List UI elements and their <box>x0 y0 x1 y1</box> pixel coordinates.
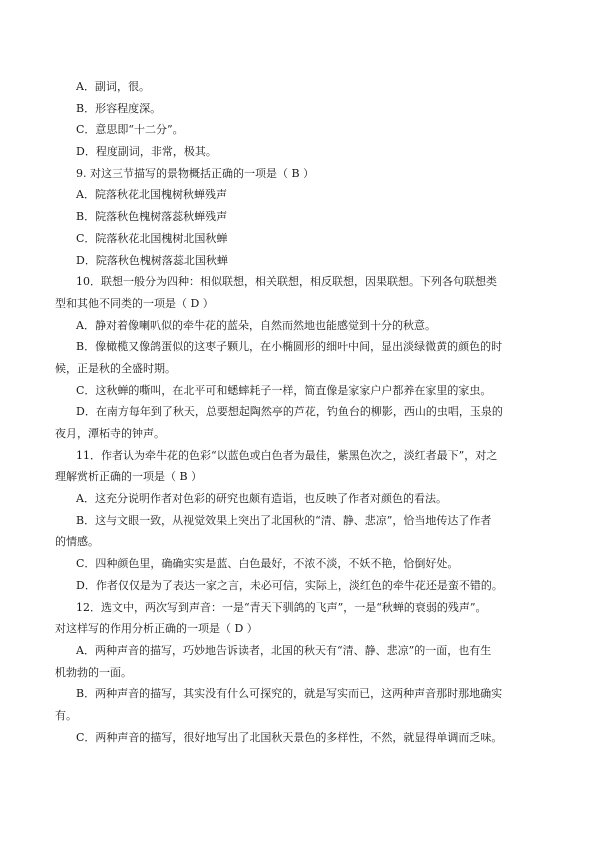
text-line: 有。 <box>55 708 77 722</box>
text-line: B．两种声音的描写，其实没有什么可探究的，就是写实而已，这两种声音那时那地确实 <box>76 687 503 701</box>
text-line: 12．选文中，两次写到声音：一是“青天下驯鸽的飞声”，一是“秋蝉的衰弱的残声”。 <box>76 600 487 614</box>
text-line: D．程度副词，非常，极其。 <box>76 145 217 159</box>
text-line: B．像橄榄又像鸽蛋似的这枣子颗儿，在小椭圆形的细叶中间，显出淡绿微黄的颜色的时 <box>76 340 503 354</box>
text-line: C．意思即“十二分”。 <box>76 123 184 137</box>
text-line: A．两种声音的描写，巧妙地告诉读者，北国的秋天有“清、静、悲凉”的一面，也有生 <box>76 643 492 657</box>
text-line: 9. 对这三节描写的景物概括正确的一项是（ B ） <box>76 166 315 180</box>
text-line: 型和其他不同类的一项是（ D ） <box>55 296 214 310</box>
text-line: 11．作者认为牵牛花的色彩“以蓝色或白色者为最佳，紫黑色次之，淡红者最下”，对之 <box>76 448 498 462</box>
text-line: B．这与文眼一致，从视觉效果上突出了北国秋的“清、静、悲凉”，恰当地传达了作者 <box>76 513 492 527</box>
text-line: C．这秋蝉的嘶叫，在北平可和蟋蟀耗子一样，简直像是家家户户都养在家里的家虫。 <box>76 383 492 397</box>
text-line: C．院落秋花北国槐树北国秋蝉 <box>76 231 228 245</box>
text-line: 候，正是秋的全盛时期。 <box>55 361 176 375</box>
text-line: 夜月，潭柘寺的钟声。 <box>55 427 165 440</box>
text-line: A．副词，很。 <box>76 80 150 93</box>
text-line: C．两种声音的描写，很好地写出了北国秋天景色的多样性，不然，就显得单调而乏味。 <box>76 730 503 744</box>
document-body <box>55 76 542 748</box>
text-line: D．在南方每年到了秋天，总要想起陶然亭的芦花，钓鱼台的柳影，西山的虫唱，玉泉的 <box>76 405 503 419</box>
text-line: 机勃勃的一面。 <box>55 665 132 679</box>
text-line: A．静对着像喇叭似的牵牛花的蓝朵，自然而然地也能感觉到十分的秋意。 <box>76 318 436 332</box>
text-line: A．院落秋花北国槐树秋蝉残声 <box>76 188 227 202</box>
text-line: 理解赏析正确的一项是（ B ） <box>55 470 203 484</box>
text-line: A．这充分说明作者对色彩的研究也颇有造诣，也反映了作者对颜色的看法。 <box>76 492 447 506</box>
text-line: D．院落秋色槐树落蕊北国秋蝉 <box>76 253 228 267</box>
text-line: C．四种颜色里，确确实实是蓝、白色最好，不浓不淡，不妖不艳，恰倒好处。 <box>76 557 459 571</box>
text-line: 的情感。 <box>55 535 99 549</box>
text-line: B．形容程度深。 <box>76 101 162 115</box>
text-line: 10．联想一般分为四种：相似联想，相关联想，相反联想，因果联想。下列各句联想类 <box>76 275 497 289</box>
text-line: B．院落秋色槐树落蕊秋蝉残声 <box>76 210 228 224</box>
text-line: 对这样写的作用分析正确的一项是（ D ） <box>55 622 258 636</box>
text-line: D．作者仅仅是为了表达一家之言，未必可信，实际上，淡红色的牵牛花还是蛮不错的。 <box>76 578 503 592</box>
